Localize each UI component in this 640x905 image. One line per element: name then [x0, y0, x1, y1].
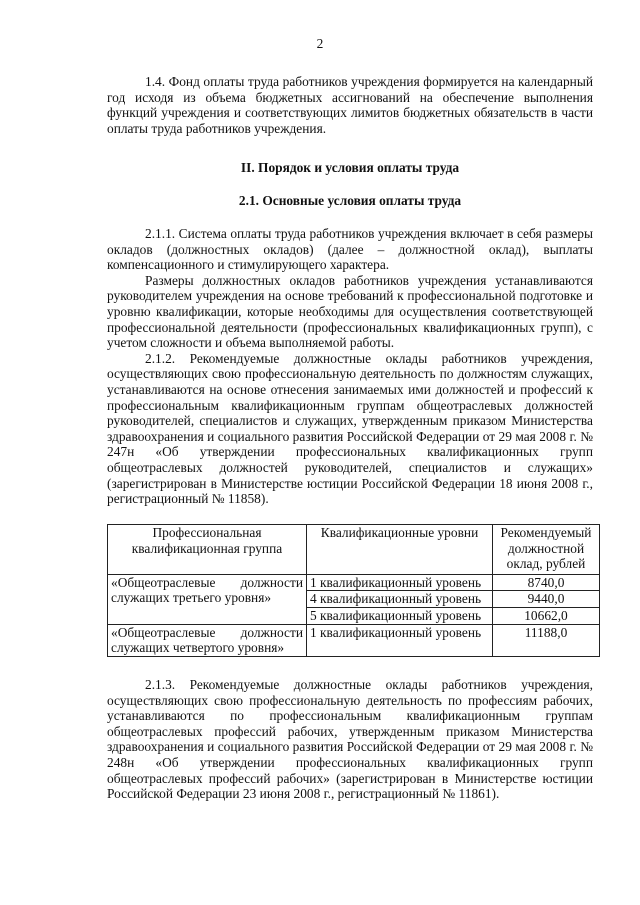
salary-cell: 9440,0 — [493, 591, 600, 608]
table-row — [108, 624, 600, 656]
group-cell — [108, 624, 307, 656]
page-number: 2 — [316, 36, 324, 51]
header-level: Квалификационные уровни — [307, 525, 493, 575]
salary-cell: 11188,0 — [493, 624, 600, 656]
level-cell: 1 квалификационный уровень — [307, 574, 493, 591]
paragraphs-2-1-block — [107, 226, 593, 507]
level-cell: 1 квалификационный уровень — [307, 624, 493, 656]
section-heading-block — [107, 160, 593, 176]
level-cell: 5 квалификационный уровень — [307, 607, 493, 624]
paragraph-1-4: 1.4. Фонд оплаты труда работников учреждения формируется на календарный год исходя из объема бюджетных ассигнований на обеспечение выполнения функций учреждения и соответствующих лимитов бюджетных обязательств в части оплаты труда работников учреждения. — [107, 74, 593, 136]
subsection-title: 2.1. Основные условия оплаты труда — [238, 193, 462, 208]
level-cell: 4 квалификационный уровень — [307, 591, 493, 608]
salary-cell: 10662,0 — [493, 607, 600, 624]
group-name-line2: служащих третьего уровня» — [111, 590, 272, 606]
header-group: Профессиональная квалификационная группа — [108, 525, 307, 575]
group-name-line1: «Общеотраслевые должности — [111, 574, 303, 590]
paragraph-2-1-1: 2.1.1. Система оплаты труда работников учреждения включает в себя размеры окладов (должностных окладов) (далее – должностной оклад), выплаты компенсационного и стимулирующего характера. — [107, 226, 593, 273]
paragraph-2-1-3-block — [107, 677, 593, 802]
paragraph-1-4-block — [107, 74, 593, 136]
subsection-heading-block — [107, 193, 593, 209]
paragraph-2-1-3: 2.1.3. Рекомендуемые должностные оклады работников учреждения, осуществляющих свою профессиональную деятельность по профессиям рабочих, устанавливаются по профессиональным квалификационным группам общеотраслевых профессий рабочих, утвержденным приказом Министерства здравоохранения и социального развития Российской Федерации от 29 мая 2008 г. № 248н «Об утверждении профессиональных квалификационных групп общеотраслевых профессий рабочих» (зарегистрирован в Министерстве юстиции Российской Федерации 23 июня 2008 г., регистрационный № 11861). — [107, 677, 593, 802]
table-row — [108, 574, 600, 591]
table-header-row — [108, 525, 600, 575]
group-name-line2: служащих четвертого уровня» — [111, 640, 285, 656]
salary-cell: 8740,0 — [493, 574, 600, 591]
group-cell — [108, 574, 307, 624]
header-salary: Рекомендуемый должностной оклад, рублей — [493, 525, 600, 575]
paragraph-salary-sizes: Размеры должностных окладов работников учреждения устанавливаются руководителем учреждения на основе требований к профессиональной подготовке и уровню квалификации, которые необходимы для осуществления соответствующей профессиональной деятельности (профессиональных квалификационных групп), с учетом сложности и объема выполняемой работы. — [107, 272, 593, 351]
section-title: II. Порядок и условия оплаты труда — [240, 160, 460, 175]
group-name-line1: «Общеотраслевые должности — [111, 624, 303, 640]
salary-table — [107, 524, 600, 657]
paragraph-2-1-2: 2.1.2. Рекомендуемые должностные оклады работников учреждения, осуществляющих свою профессиональную деятельность по должностям служащих, устанавливаются на основе отнесения занимаемых ими должностей и профессий к профессиональным квалификационным группам общеотраслевых должностей руководителей, специалистов и служащих, утвержденным приказом Министерства здравоохранения и социального развития Российской Федерации от 29 мая 2008 г. № 247н «Об утверждении профессиональных квалификационных групп общеотраслевых должностей руководителей, специалистов и служащих» (зарегистрирован в Министерстве юстиции Российской Федерации 18 июня 2008 г., регистрационный № 11858). — [107, 350, 593, 507]
